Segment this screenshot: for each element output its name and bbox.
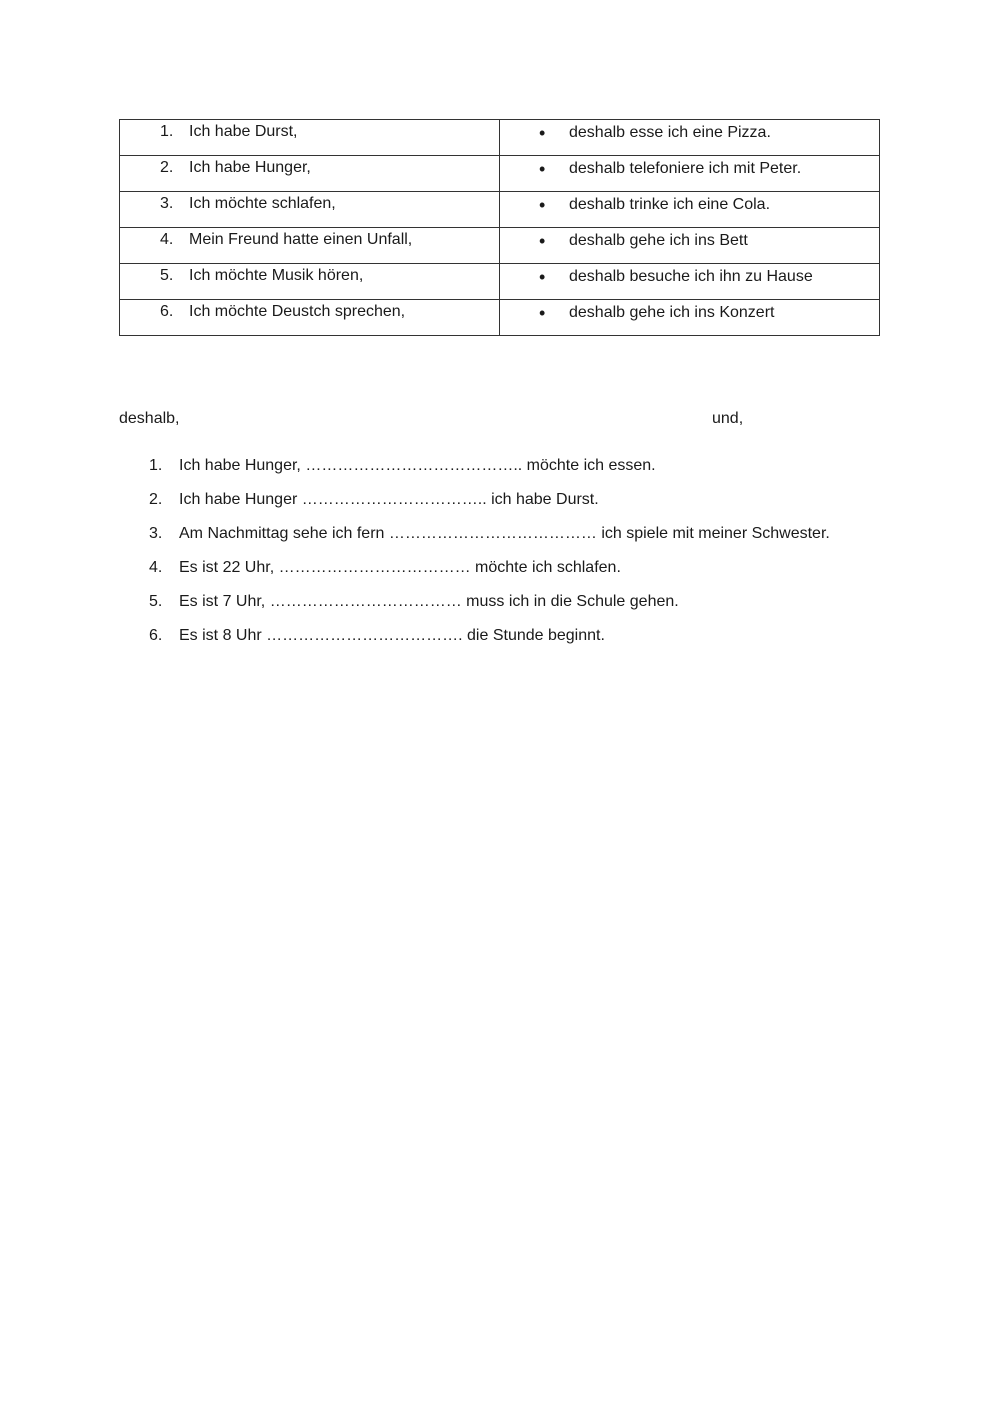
- row-number: 4.: [160, 231, 174, 248]
- item-text: Es ist 7 Uhr, ……………………………… muss ich in die Schule gehen.: [179, 593, 679, 610]
- sentence-start: Ich möchte Deustch sprechen,: [189, 303, 406, 320]
- right-cell: [500, 264, 880, 300]
- table-row: [120, 192, 880, 228]
- left-cell: [120, 300, 500, 336]
- left-cell: [120, 156, 500, 192]
- row-number: 6.: [160, 303, 174, 320]
- row-number: 5.: [160, 267, 174, 284]
- right-cell: [500, 192, 880, 228]
- row-number: 2.: [160, 159, 174, 176]
- table-row: [120, 120, 880, 156]
- right-cell: [500, 120, 880, 156]
- sentence-start: Ich habe Durst,: [189, 123, 298, 140]
- sentence-end: deshalb gehe ich ins Bett: [569, 232, 748, 249]
- sentence-start: Ich möchte Musik hören,: [189, 267, 364, 284]
- item-number: 5.: [149, 593, 163, 610]
- bullet-icon: •: [539, 267, 546, 287]
- item-number: 3.: [149, 525, 163, 542]
- sentence-end: deshalb gehe ich ins Konzert: [569, 304, 775, 321]
- table-row: [120, 156, 880, 192]
- sentence-end: deshalb telefoniere ich mit Peter.: [569, 160, 802, 177]
- item-number: 6.: [149, 627, 163, 644]
- sentence-start: Ich habe Hunger,: [189, 159, 311, 176]
- sentence-end: deshalb trinke ich eine Cola.: [569, 196, 771, 213]
- sentence-start: Mein Freund hatte einen Unfall,: [189, 231, 413, 248]
- row-number: 3.: [160, 195, 174, 212]
- sentence-end: deshalb esse ich eine Pizza.: [569, 124, 771, 141]
- item-text: Es ist 8 Uhr ………………………………. die Stunde beginnt.: [179, 627, 605, 644]
- bullet-icon: •: [539, 303, 546, 323]
- right-cell: [500, 228, 880, 264]
- item-text: Ich habe Hunger …………………………….. ich habe Durst.: [179, 491, 599, 508]
- item-text: Am Nachmittag sehe ich fern ………………………………… ich spiele mit meiner Schwester.: [179, 525, 830, 542]
- right-cell: [500, 300, 880, 336]
- item-number: 2.: [149, 491, 163, 508]
- left-cell: [120, 264, 500, 300]
- matching-table: [119, 119, 880, 336]
- table-row: [120, 300, 880, 336]
- row-number: 1.: [160, 123, 174, 140]
- bullet-icon: •: [539, 231, 546, 251]
- left-cell: [120, 120, 500, 156]
- sentence-end: deshalb besuche ich ihn zu Hause: [569, 268, 813, 285]
- item-number: 4.: [149, 559, 163, 576]
- bullet-icon: •: [539, 195, 546, 215]
- word-bank-deshalb: deshalb,: [119, 410, 180, 427]
- right-cell: [500, 156, 880, 192]
- table-row: [120, 264, 880, 300]
- bullet-icon: •: [539, 159, 546, 179]
- table-row: [120, 228, 880, 264]
- item-number: 1.: [149, 457, 163, 474]
- left-cell: [120, 228, 500, 264]
- item-text: Ich habe Hunger, ………………………………….. möchte ich essen.: [179, 457, 656, 474]
- left-cell: [120, 192, 500, 228]
- word-bank-und: und,: [712, 410, 744, 427]
- item-text: Es ist 22 Uhr, ……………………………… möchte ich schlafen.: [179, 559, 621, 576]
- sentence-start: Ich möchte schlafen,: [189, 195, 336, 212]
- bullet-icon: •: [539, 123, 546, 143]
